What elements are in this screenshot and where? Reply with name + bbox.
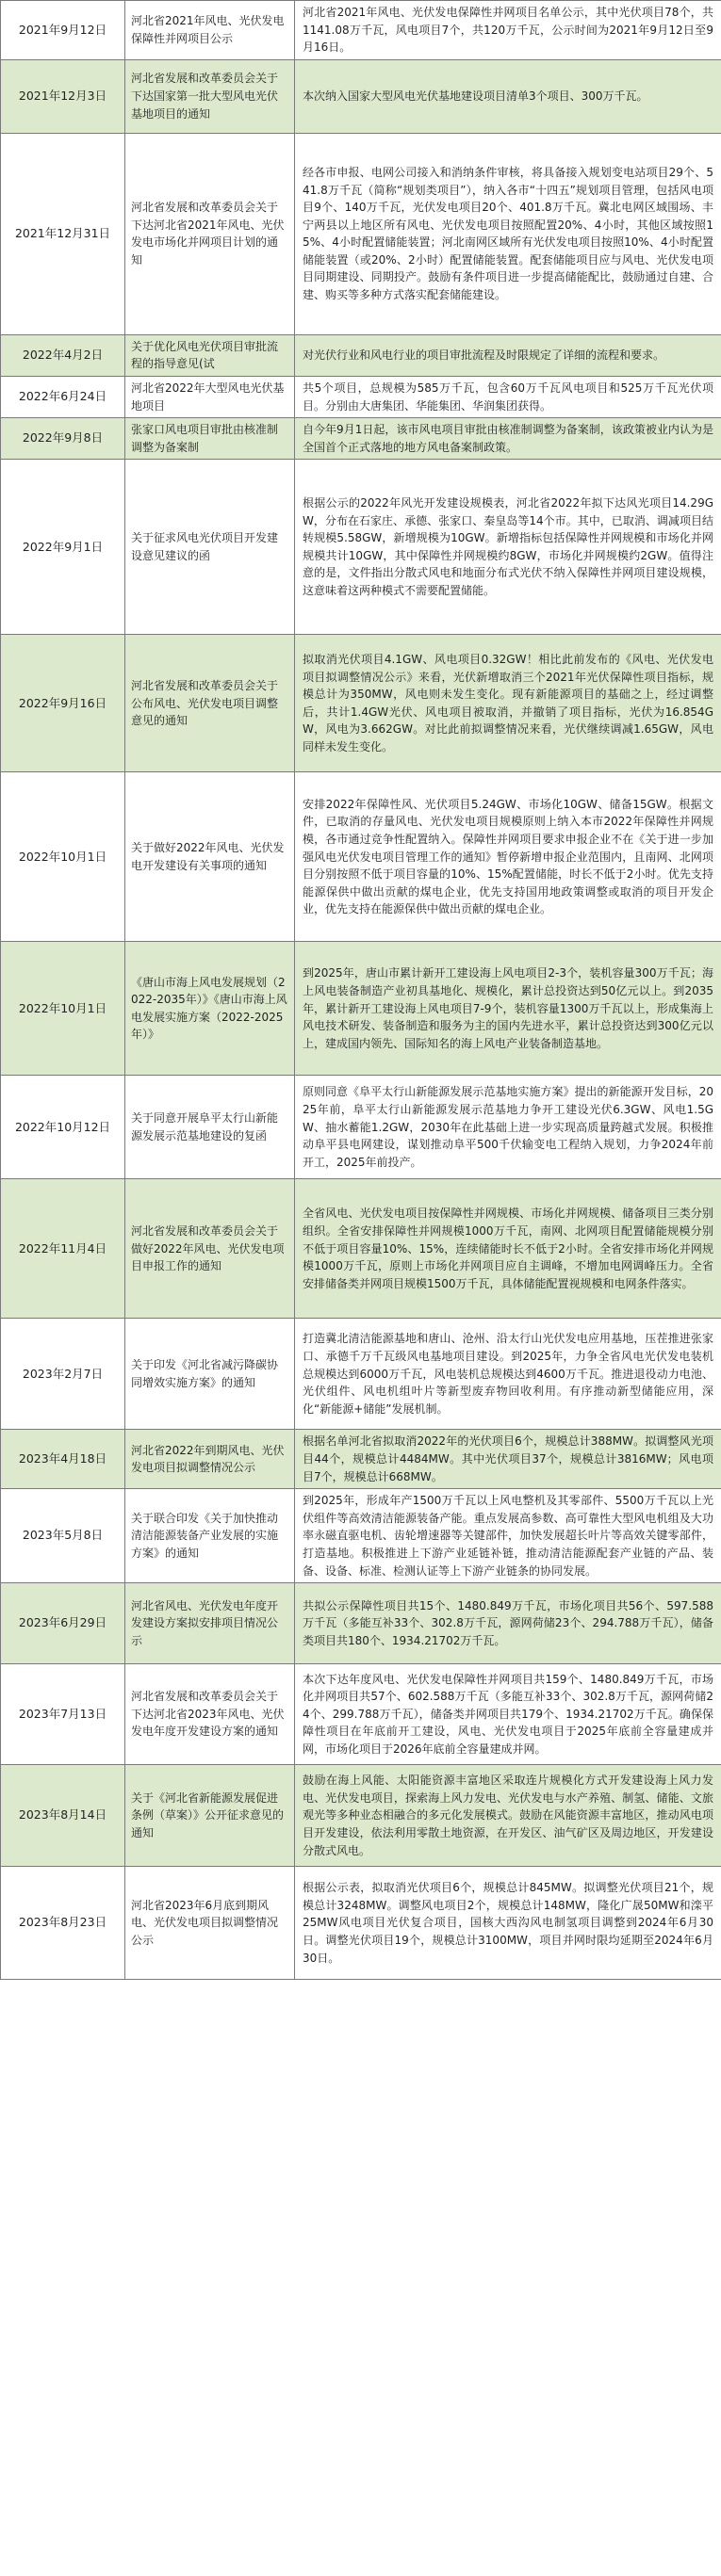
content-cell: 根据公示表，拟取消光伏项目6个，规模总计845MW。拟调整光伏项目21个，规模总计3248MW。调整风电项目2个，规模总计148MW，隆化广晟50MW和滦平25MW风电项目光伏复合项目，国核大西沟风电制氢项目调整到2024年6月30日。调整光伏项目19个，规模总计3100MW，项目并网时限均延期至2024年6月30日。 [295, 1867, 721, 1980]
content-cell: 根据名单河北省拟取消2022年的光伏项目6个，规模总计388MW。拟调整风光项目44个，规模总计4484MW。其中光伏项目37个，规模总计3816MW；风电项目7个，规模总计668MW。 [295, 1430, 721, 1489]
title-cell: 《唐山市海上风电发展规划（2022-2035年）》《唐山市海上风电发展实施方案（2022-2025年）》 [125, 942, 295, 1076]
title-cell: 河北省2022年大型风电光伏基地项目 [125, 376, 295, 417]
table-row [1, 334, 721, 376]
date-cell: 2023年6月29日 [1, 1583, 125, 1664]
content-cell: 拟取消光伏项目4.1GW、风电项目0.32GW！相比此前发布的《风电、光伏发电项目拟调整情况公示》来看，光伏新增取消三个2021年光伏保障性项目指标，规模总计为350MW，风电则未发生变化。现有新能源项目的基础之上，经过调整后，共计1.4GW光伏、风电项目被取消，并撤销了项目指标，光伏为16.854GW，风电为3.662GW。对比此前拟调整情况来看，光伏继续调减1.65GW，风电同样未发生变化。 [295, 635, 721, 772]
table-row [1, 460, 721, 635]
table-row [1, 133, 721, 334]
date-cell: 2021年12月3日 [1, 59, 125, 133]
content-cell: 原则同意《阜平太行山新能源发展示范基地实施方案》提出的新能源开发目标，2025年前，阜平太行山新能源发展示范基地力争开工建设光伏6.3GW、风电1.5GW、抽水蓄能1.2GW，2030年在此基础上进一步实现高质量跨越式发展。积极推动阜平县电网建设，谋划推动阜平500千伏输变电工程纳入规划，力争2024年前开工，2025年前投产。 [295, 1076, 721, 1179]
date-cell: 2022年9月16日 [1, 635, 125, 772]
content-cell: 全省风电、光伏发电项目按保障性并网规模、市场化并网规模、储备项目三类分别组织。全省安排保障性并网规模1000万千瓦，南网、北网项目配置储能规模分别不低于项目容量10%、15%，连续储能时长不低于2小时。全省安排市场化并网规模1000万千瓦，原则上市场化并网项目应自主调峰，不增加电网调峰压力。全省安排储备类并网项目规模1500万千瓦，具体储能配置视规模和电网条件落实。 [295, 1179, 721, 1319]
title-cell: 河北省发展和改革委员会关于下达河北省2023年风电、光伏发电年度开发建设方案的通知 [125, 1664, 295, 1765]
table-row [1, 1, 721, 60]
content-cell: 鼓励在海上风能、太阳能资源丰富地区采取连片规模化方式开发建设海上风力发电、光伏发电项目，探索海上风力发电、光伏发电与水产养殖、制氢、储能、文旅观光等多种业态相融合的多元化发展模式。鼓励在风能资源丰富地区，推动风电项目开发建设，依法利用零散土地资源，在开发区、油气矿区及周边地区，开发建设分散式风电。 [295, 1765, 721, 1867]
date-cell: 2022年11月4日 [1, 1179, 125, 1319]
date-cell: 2022年6月24日 [1, 376, 125, 417]
title-cell: 关于联合印发《关于加快推动清洁能源装备产业发展的实施方案》的通知 [125, 1489, 295, 1583]
date-cell: 2021年9月12日 [1, 1, 125, 60]
title-cell: 河北省发展和改革委员会关于下达国家第一批大型风电光伏基地项目的通知 [125, 59, 295, 133]
content-cell: 本次纳入国家大型风电光伏基地建设项目清单3个项目、300万千瓦。 [295, 59, 721, 133]
date-cell: 2023年4月18日 [1, 1430, 125, 1489]
table-row [1, 59, 721, 133]
content-cell: 本次下达年度风电、光伏发电保障性并网项目共159个、1480.849万千瓦，市场化并网项目共57个、602.588万千瓦（多能互补33个、302.8万千瓦，源网荷储24个、299.788万千瓦），储备类并网项目共179个、1934.21702万千瓦。确保保障性项目在年底前开工建设，风电、光伏发电项目于2025年底前全容量建成并网，市场化项目于2026年底前全容量建成并网。 [295, 1664, 721, 1765]
content-cell: 自今年9月1日起，该市风电项目审批由核准制调整为备案制，该政策被业内认为是全国首个正式落地的地方风电备案制政策。 [295, 418, 721, 460]
table-row [1, 418, 721, 460]
title-cell: 关于优化风电光伏项目审批流程的指导意见(试 [125, 334, 295, 376]
title-cell: 河北省2023年6月底到期风电、光伏发电项目拟调整情况公示 [125, 1867, 295, 1980]
table-row [1, 772, 721, 942]
content-cell: 根据公示的2022年风光开发建设规模表，河北省2022年拟下达风光项目14.29GW，分布在石家庄、承德、张家口、秦皇岛等14个市。其中，已取消、调减项目结转规模5.58GW，新增规模为10GW。新增指标包括保障性并网规模和市场化并网规模共计10GW，其中保障性并网规模约8GW，市场化并网规模约2GW。值得注意的是，文件指出分散式风电和地面分布式光伏不纳入保障性并网项目建设规模，这意味着这两种模式不需要配置储能。 [295, 460, 721, 635]
date-cell: 2022年10月1日 [1, 772, 125, 942]
content-cell: 河北省2021年风电、光伏发电保障性并网项目名单公示，其中光伏项目78个，共1141.08万千瓦，风电项目7个，共120万千瓦，公示时间为2021年9月12日至9月16日。 [295, 1, 721, 60]
date-cell: 2022年4月2日 [1, 334, 125, 376]
content-cell: 经各市申报、电网公司接入和消纳条件审核，将具备接入规划变电站项目29个、541.8万千瓦（简称“规划类项目”），纳入各市“十四五”规划项目管理，包括风电项目9个、140万千瓦，光伏发电项目20个、401.8万千瓦。冀北电网区域围场、丰宁两县以上地区所有风电、光伏发电项目按照配置20%、4小时，其他区域按照15%、4小时配置储能装置；河北南网区域所有光伏发电项目按照10%、4小时配置储能装置（或20%、2小时）配置储能装置。配套储能项目应与风电、光伏发电项目同期建设、同期投产。鼓励有条件项目进一步提高储能配比，鼓励通过自建、合建、购买等多种方式落实配套储能建设。 [295, 133, 721, 334]
date-cell: 2022年9月1日 [1, 460, 125, 635]
date-cell: 2022年10月12日 [1, 1076, 125, 1179]
date-cell: 2023年8月14日 [1, 1765, 125, 1867]
title-cell: 河北省2022年到期风电、光伏发电项目拟调整情况公示 [125, 1430, 295, 1489]
content-cell: 安排2022年保障性风、光伏项目5.24GW、市场化10GW、储备15GW。根据文件，已取消的存量风电、光伏发电项目规模原则上纳入本市2022年保障性并网规模，各市通过竞争性配置纳入。保障性并网项目要求申报企业不在《关于进一步加强风电光伏发电项目管理工作的通知》暂停新增申报企业范围内，且南网、北网项目分别按照不低于项目容量的10%、15%配置储能，时长不低于2小时。优先支持能源保供中做出贡献的煤电企业，优先支持国用地政策调整或取消的项目开发企业，优先支持在能源保供中做出贡献的煤电企业。 [295, 772, 721, 942]
date-cell: 2022年10月1日 [1, 942, 125, 1076]
title-cell: 河北省2021年风电、光伏发电保障性并网项目公示 [125, 1, 295, 60]
content-cell: 对光伏行业和风电行业的项目审批流程及时限规定了详细的流程和要求。 [295, 334, 721, 376]
date-cell: 2021年12月31日 [1, 133, 125, 334]
table-row [1, 1765, 721, 1867]
title-cell: 河北省发展和改革委员会关于公布风电、光伏发电项目调整意见的通知 [125, 635, 295, 772]
content-cell: 到2025年，形成年产1500万千瓦以上风电整机及其零部件、5500万千瓦以上光伏组件等高效清洁能源装备产能。重点发展高参数、高可靠性大型风电机组及大功率永磁直驱电机、齿轮增速器等关键部件，加快发展超长叶片等高效关键零部件，打造基地。积极推进上下游产业延链补链，推动清洁能源配套产业链的产品、装备、设备、标准、检测认证等上下游产业链条的协同发展。 [295, 1489, 721, 1583]
title-cell: 关于做好2022年风电、光伏发电开发建设有关事项的通知 [125, 772, 295, 942]
table-row [1, 1583, 721, 1664]
content-cell: 到2025年，唐山市累计新开工建设海上风电项目2-3个，装机容量300万千瓦；海上风电装备制造产业初具基地化、规模化，累计总投资达到50亿元以上。到2035年，累计新开工建设海上风电项目7-9个，装机容量1300万千瓦以上，形成集海上风电技术研发、装备制造和服务为主的国内先进水平，累计总投资达到300亿元以上，建成国内领先、国际知名的海上风电产业装备制造基地。 [295, 942, 721, 1076]
title-cell: 关于《河北省新能源发展促进条例（草案）》公开征求意见的通知 [125, 1765, 295, 1867]
table-row [1, 1076, 721, 1179]
title-cell: 关于征求风电光伏项目开发建设意见建议的函 [125, 460, 295, 635]
title-cell: 关于印发《河北省减污降碳协同增效实施方案》的通知 [125, 1319, 295, 1430]
date-cell: 2023年2月7日 [1, 1319, 125, 1430]
date-cell: 2023年5月8日 [1, 1489, 125, 1583]
table-row [1, 1664, 721, 1765]
table-row [1, 942, 721, 1076]
title-cell: 张家口风电项目审批由核准制调整为备案制 [125, 418, 295, 460]
table-row [1, 1319, 721, 1430]
table-row [1, 1867, 721, 1980]
title-cell: 河北省风电、光伏发电年度开发建设方案拟安排项目情况公示 [125, 1583, 295, 1664]
policy-table-body [1, 1, 721, 1980]
title-cell: 关于同意开展阜平太行山新能源发展示范基地建设的复函 [125, 1076, 295, 1179]
table-row [1, 635, 721, 772]
content-cell: 打造冀北清洁能源基地和唐山、沧州、沿太行山光伏发电应用基地，压茬推进张家口、承德千万千瓦级风电基地项目建设。到2025年，力争全省风电光伏发电装机总规模达到6000万千瓦，风电装机总规模达到4600万千瓦。推进退役动力电池、光伏组件、风电机组叶片等新型废弃物回收利用。有序推动新型储能应用，深化“新能源+储能”发展机制。 [295, 1319, 721, 1430]
table-row [1, 1179, 721, 1319]
title-cell: 河北省发展和改革委员会关于下达河北省2021年风电、光伏发电市场化并网项目计划的通知 [125, 133, 295, 334]
date-cell: 2023年8月23日 [1, 1867, 125, 1980]
date-cell: 2023年7月13日 [1, 1664, 125, 1765]
title-cell: 河北省发展和改革委员会关于做好2022年风电、光伏发电项目申报工作的通知 [125, 1179, 295, 1319]
table-row [1, 1430, 721, 1489]
date-cell: 2022年9月8日 [1, 418, 125, 460]
content-cell: 共拟公示保障性项目共15个、1480.849万千瓦，市场化项目共56个、597.588万千瓦（多能互补33个、302.8万千瓦，源网荷储23个、294.788万千瓦），储备类项目共180个、1934.21702万千瓦。 [295, 1583, 721, 1664]
table-row [1, 376, 721, 417]
table-row [1, 1489, 721, 1583]
content-cell: 共5个项目，总规模为585万千瓦，包含60万千瓦风电项目和525万千瓦光伏项目。分别由大唐集团、华能集团、华润集团获得。 [295, 376, 721, 417]
